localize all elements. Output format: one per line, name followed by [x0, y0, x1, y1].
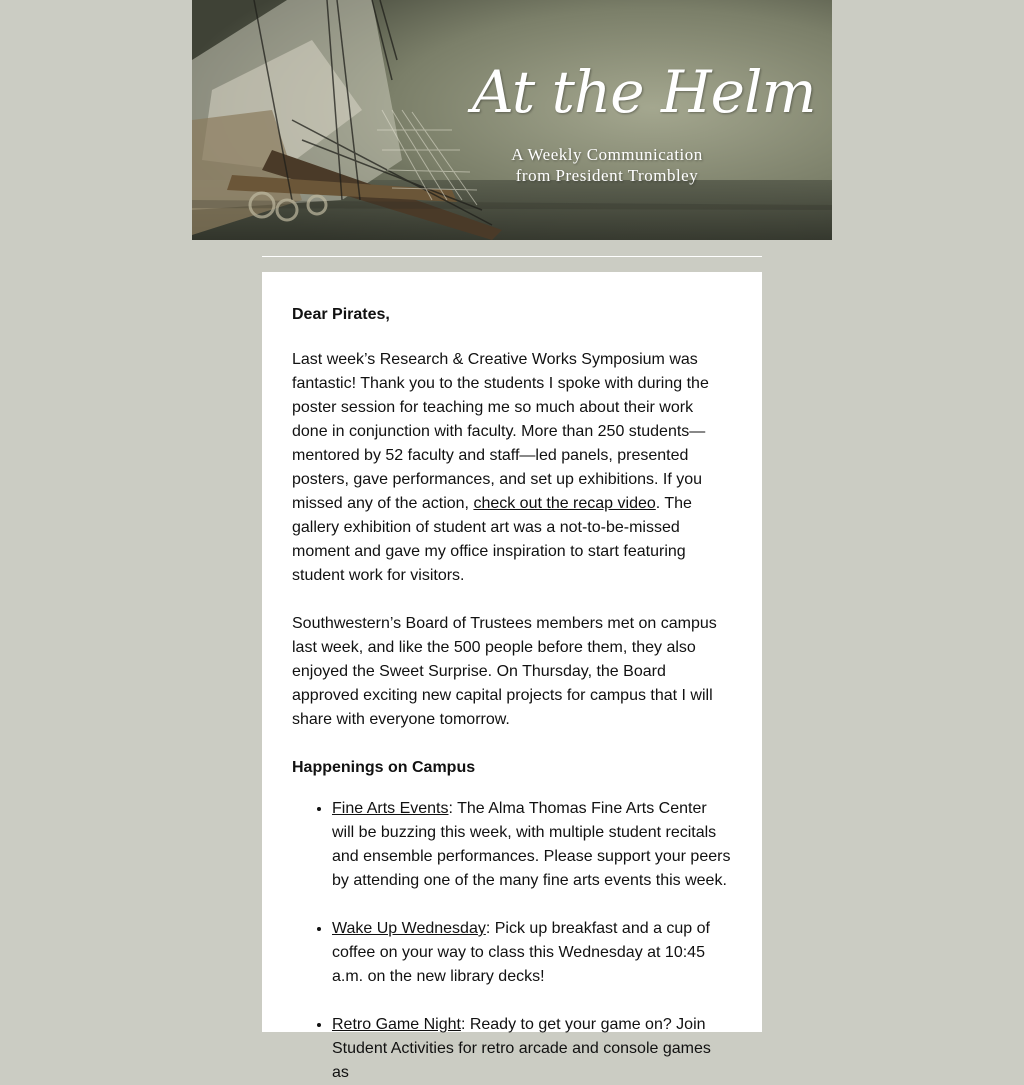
header-banner [192, 0, 832, 240]
section-title: Happenings on Campus [292, 759, 476, 776]
paragraph-board: Southwestern’s Board of Trustees members met on campus last week, and like the 500 people before them, they also enjoyed the Sweet Surprise. On Thursday, the Board approved exciting new capital projects for campus that I will share with everyone tomorrow. [292, 615, 717, 728]
paragraph-symposium-text-1: Last week’s Research & Creative Works Symposium was fantastic! Thank you to the students I spoke with during the poster session for teaching me so much about their work done in conjunction with faculty. More than 250 students—mentored by 52 faculty and staff—led panels, presented posters, gave performances, and set up exhibitions. If you missed any of the action, [292, 351, 709, 512]
newsletter-title: At the Helm [472, 58, 816, 126]
greeting: Dear Pirates, [292, 306, 390, 323]
header-divider [262, 256, 762, 257]
wake-up-wednesday-link[interactable]: Wake Up Wednesday [332, 920, 486, 937]
list-item [332, 1013, 732, 1085]
paragraph-symposium [292, 348, 732, 588]
list-item [332, 797, 732, 893]
recap-video-link[interactable]: check out the recap video [473, 495, 656, 512]
events-list [292, 797, 732, 1085]
letter-card [262, 272, 762, 1081]
event-description: : The Alma Thomas Fine Arts Center will be buzzing this week, with multiple student recitals and ensemble performances. Please support your peers by attending one of the many fine arts events this week. [332, 800, 731, 889]
subtitle-line-2: from President Trombley [515, 166, 699, 185]
list-item [332, 917, 732, 989]
newsletter-subtitle [482, 144, 732, 186]
subtitle-line-1: A Weekly Communication [511, 145, 703, 164]
retro-game-night-link[interactable]: Retro Game Night [332, 1016, 461, 1033]
event-description: : Pick up breakfast and a cup of coffee on your way to class this Wednesday at 10:45 a.m. on the new library decks! [332, 920, 710, 985]
fine-arts-events-link[interactable]: Fine Arts Events [332, 800, 449, 817]
paragraph-symposium-text-2: . The gallery exhibition of student art was a not-to-be-missed moment and gave my office inspiration to start featuring student work for visitors. [292, 495, 692, 584]
event-description: : Ready to get your game on? Join Student Activities for retro arcade and console games as [332, 1016, 711, 1081]
